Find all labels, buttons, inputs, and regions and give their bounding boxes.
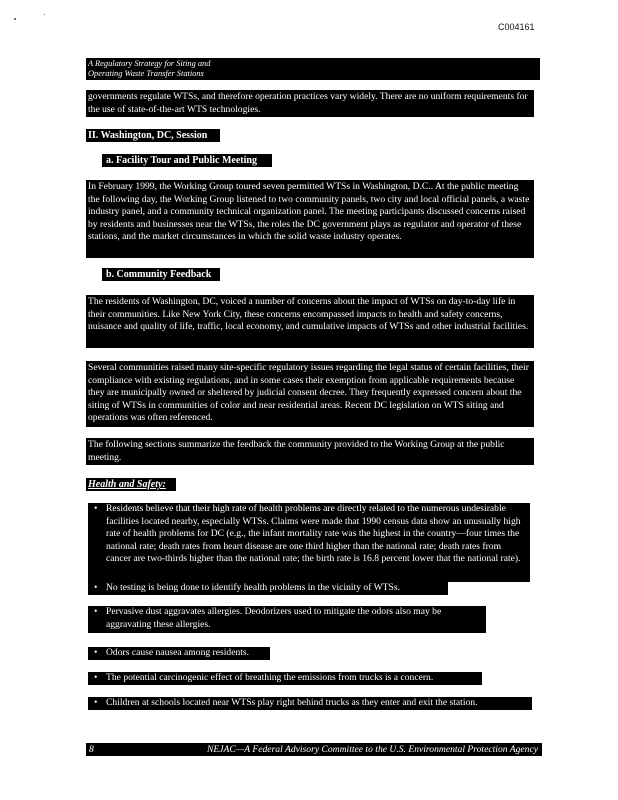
bullet-marker: • xyxy=(94,606,98,617)
page-footer xyxy=(86,743,542,756)
bullet-marker: • xyxy=(94,672,98,683)
running-header-line2: Operating Waste Transfer Stations xyxy=(88,69,204,78)
section-title: II. Washington, DC, Session xyxy=(86,129,220,142)
list-item-text: The potential carcinogenic effect of breathing the emissions from trucks is a concern. xyxy=(106,672,434,683)
list-item xyxy=(88,582,448,595)
list-item-text: Odors cause nausea among residents. xyxy=(106,647,250,658)
running-header xyxy=(86,58,540,80)
bullet-marker: • xyxy=(94,503,98,514)
list-item-text: Residents believe that their high rate of health problems are directly related to the numerous undesirable facilities located nearby, especially WTSs. Claims were made that 1990 census data show an unusually high rate of health problems for DC (e.g., the infant mortality rate was the highest in the country—four times the national rate; death rates from heart disease are one third higher than the national rate; death rates from cancer are two-thirds higher than the national rate; the birth rate is 16.8 percent lower that the national rate). xyxy=(106,503,521,565)
paragraph-facility-tour: In February 1999, the Working Group toured seven permitted WTSs in Washington, D.C.. At the public meeting the following day, the Working Group listened to two community panels, two city and local official panels, a waste industry panel, and a community technical organization panel. The meeting participants discussed concerns raised by residents and businesses near the WTSs, the roles the DC government plays as regulator and operator of these stations, and the market circumstances in which the solid waste industry operates. xyxy=(86,180,534,258)
running-header-line1: A Regulatory Strategy for Siting and xyxy=(88,59,211,68)
bullet-marker: • xyxy=(94,697,98,708)
paragraph-summary: The following sections summarize the feedback the community provided to the Working Group at the public meeting. xyxy=(86,438,534,465)
subsection-a-title: a. Facility Tour and Public Meeting xyxy=(102,154,272,167)
scan-speck xyxy=(44,14,45,15)
list-item xyxy=(88,697,532,710)
subsection-b-title: b. Community Feedback xyxy=(102,268,220,281)
paragraph-community-concerns: The residents of Washington, DC, voiced a number of concerns about the impact of WTSs on day-to-day life in their communities. Like New York City, these concerns encompassed impacts to health and safety concerns, nuisance and quality of life, traffic, local economy, and cumulative impacts of WTSs and other industrial facilities. xyxy=(86,295,534,348)
bullet-marker: • xyxy=(94,647,98,658)
list-item xyxy=(88,672,482,685)
list-item-text: Pervasive dust aggravates allergies. Deodorizers used to mitigate the odors also may be aggravating these allergies. xyxy=(106,606,442,630)
list-item xyxy=(88,503,530,582)
list-item xyxy=(88,606,486,633)
page-number: 8 xyxy=(89,744,94,755)
document-id: C004161 xyxy=(498,22,535,32)
list-item-text: No testing is being done to identify health problems in the vicinity of WTSs. xyxy=(106,582,400,593)
footer-text: NEJAC—A Federal Advisory Committee to the U.S. Environmental Protection Agency xyxy=(206,744,538,755)
list-item xyxy=(88,647,270,660)
bullet-marker: • xyxy=(94,582,98,593)
list-item-text: Children at schools located near WTSs play right behind trucks as they enter and exit the station. xyxy=(106,697,478,708)
scan-speck xyxy=(14,18,16,20)
health-safety-heading: Health and Safety: xyxy=(86,478,176,491)
paragraph-regulatory-issues: Several communities raised many site-specific regulatory issues regarding the legal status of certain facilities, their compliance with existing regulations, and in some cases their exemption from applicable requirements because they are municipally owned or sheltered by judicial consent decree. They frequently expressed concern about the siting of WTSs in communities of color and near residential areas. Recent DC legislation on WTS siting and operations was often referenced. xyxy=(86,361,534,427)
intro-paragraph: governments regulate WTSs, and therefore operation practices vary widely. There are no uniform requirements for the use of state-of-the-art WTS technologies. xyxy=(86,90,534,117)
